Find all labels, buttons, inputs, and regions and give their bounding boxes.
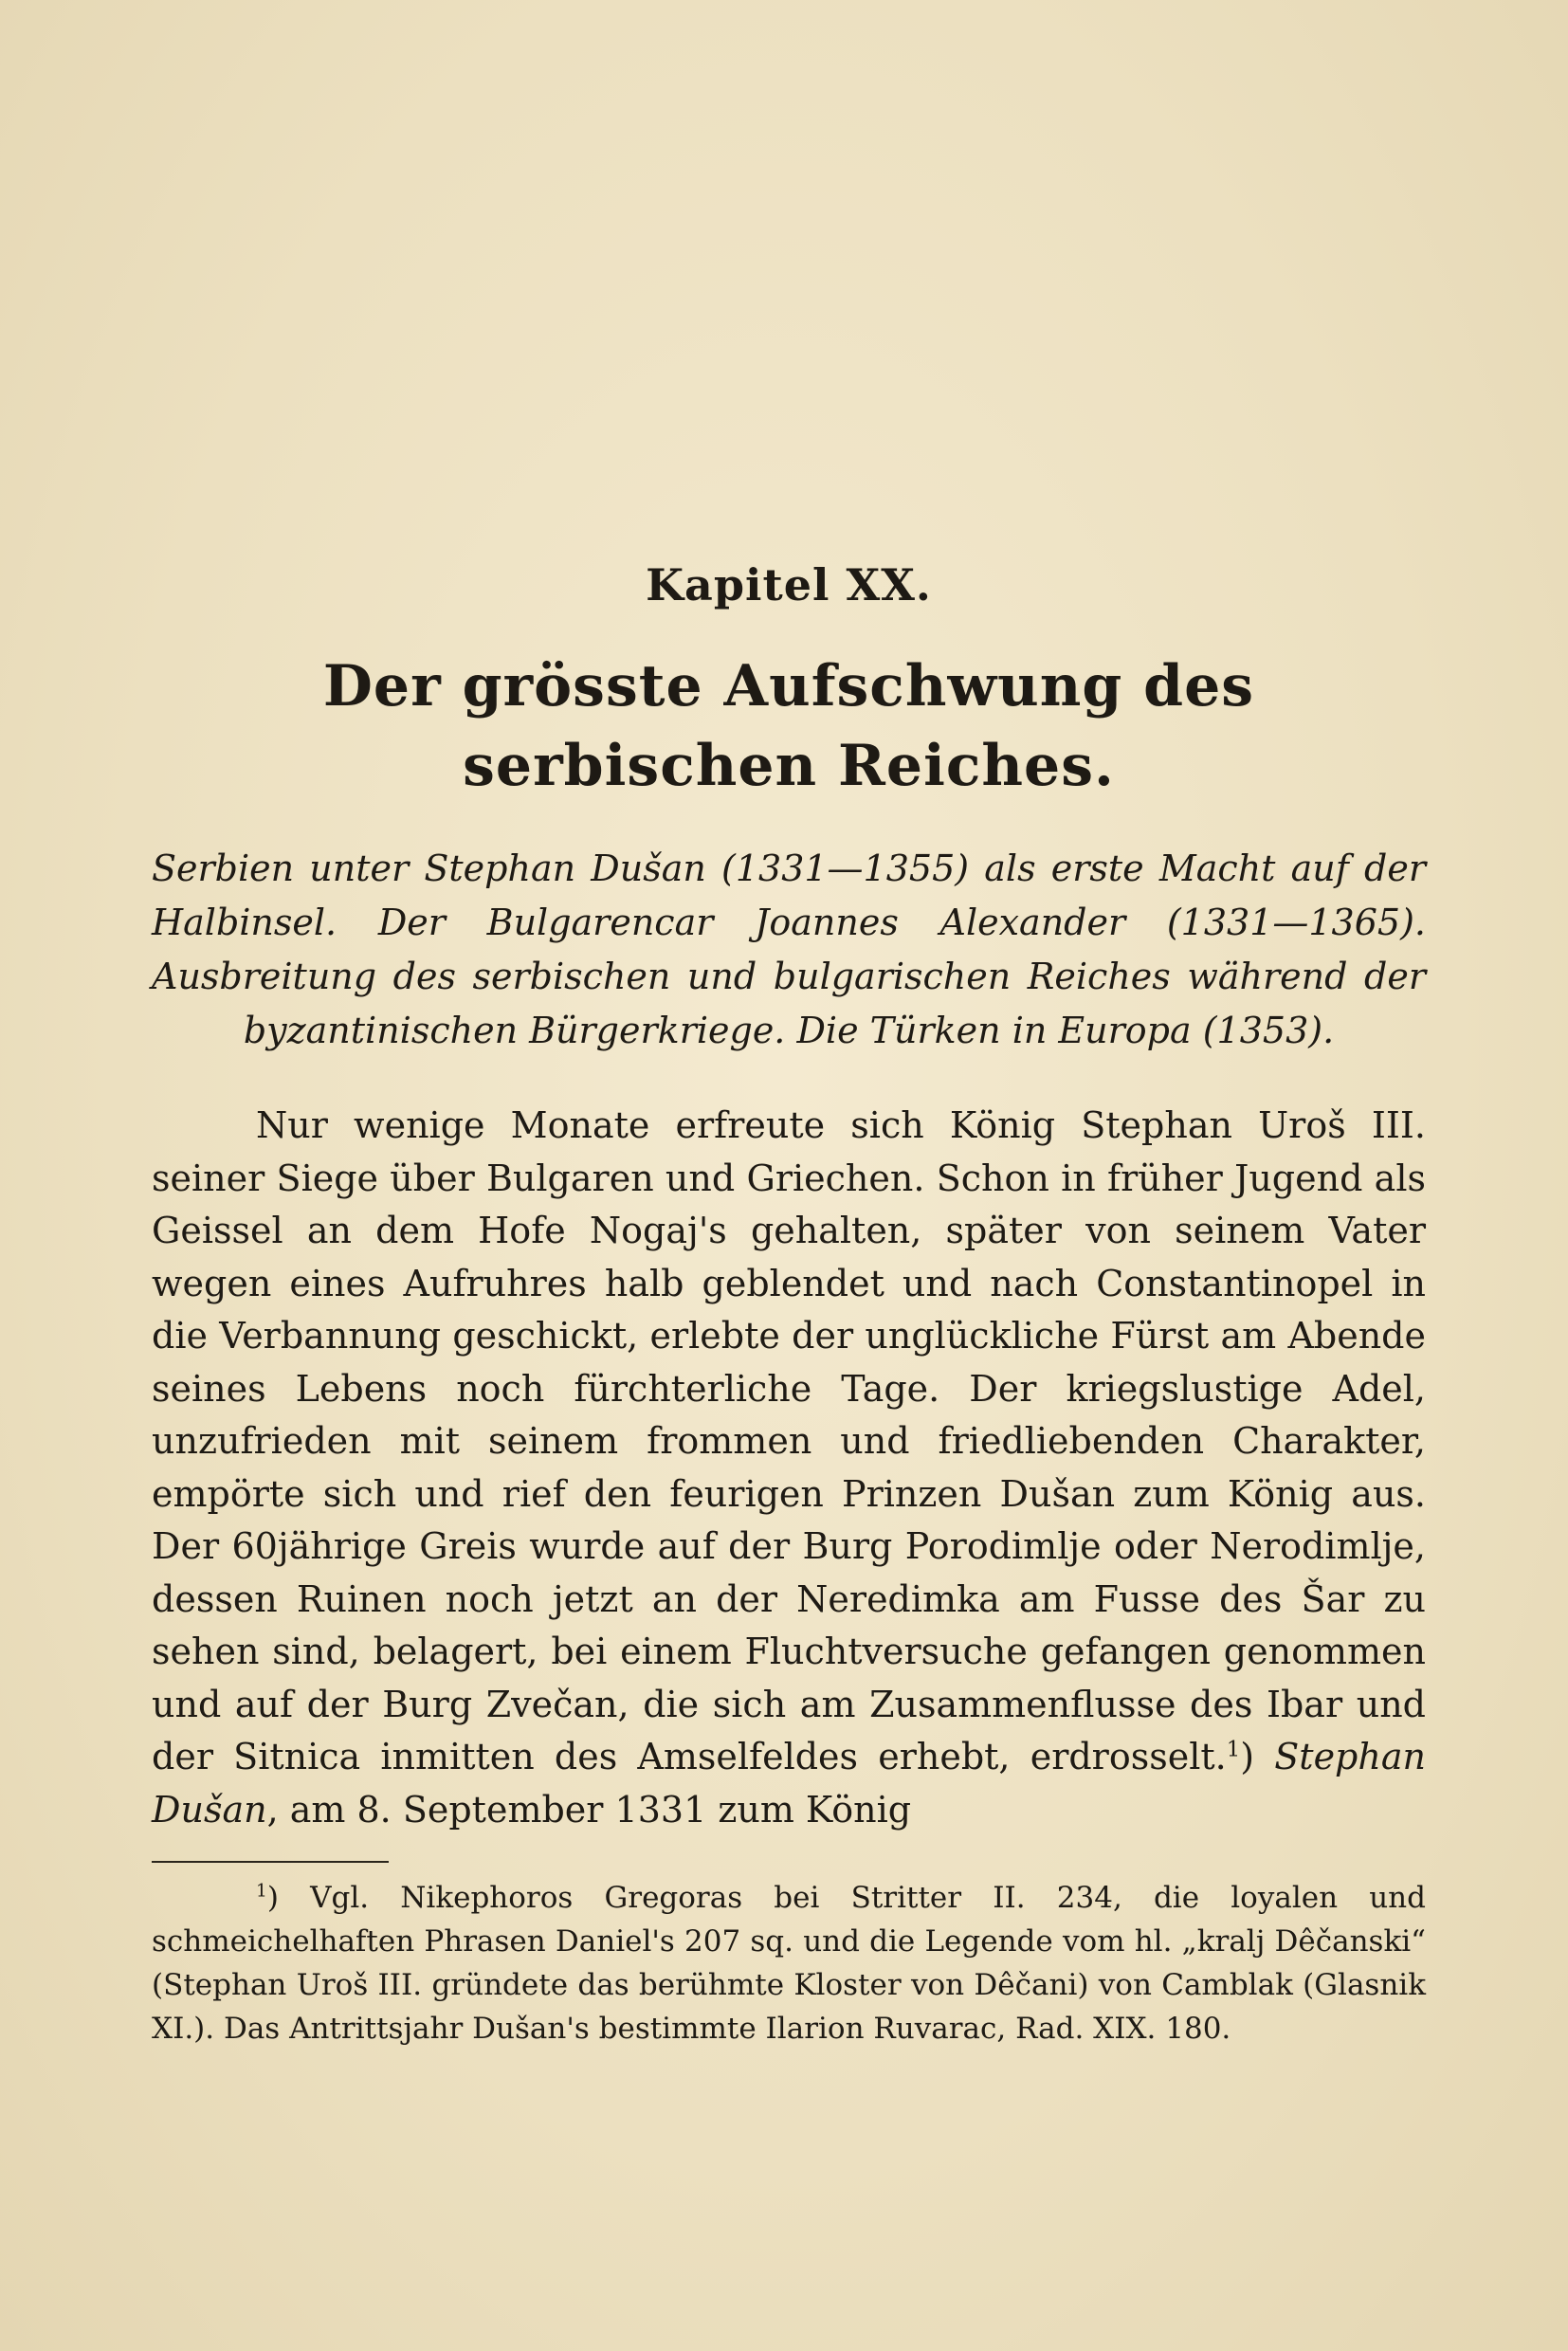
body-text-before-note: Nur wenige Monate erfreute sich König Stephan Uroš III. seiner Siege über Bulgaren und Griechen. Schon in früher Jugend als Geissel an dem Hofe Nogaj's gehalten, später von seinem Vater wegen eines Aufruhres halb geblendet und nach Constantinopel in die Verbannung geschickt, erlebte der unglückliche Fürst am Abende seines Lebens noch fürchterliche Tage. Der kriegslustige Adel, unzufrieden mit seinem frommen und friedliebenden Charakter, empörte sich und rief den feurigen Prinzen Dušan zum König aus. Der 60jährige Greis wurde auf der Burg Porodimlje oder Nerodimlje, dessen Ruinen noch jetzt an der Neredimka am Fusse des Šar zu sehen sind, belagert, bei einem Fluchtversuche gefangen genommen und auf der Burg Zvečan, die sich am Zusammenflusse des Ibar und der Sitnica inmitten des Amselfeldes erhebt, erdrosselt.: [152, 1104, 1426, 1777]
body-text-after-name: , am 8. September 1331 zum König: [266, 1788, 912, 1831]
chapter-title: Der grösste Aufschwung des serbischen Reiches.: [322, 653, 1255, 799]
footnote-number: 1: [256, 1881, 267, 1902]
footnote-reference-number: 1: [1226, 1737, 1241, 1762]
footnote-text: ) Vgl. Nikephoros Gregoras bei Stritter II. 234, die loyalen und schmeichelhaften Phrasen Daniel's 207 sq. und die Legende vom hl. „kralj Dêčanski“ (Stephan Uroš III. gründete das berühmte Kloster von Dêčani) von Camblak (Glasnik XI.). Das Antrittsjahr Dušan's bestimmte Ilarion Ruvarac, Rad. XIX. 180.: [152, 1881, 1426, 2046]
chapter-label: Kapitel XX.: [646, 559, 932, 611]
book-page: [152, 559, 1426, 2050]
footnote-divider: [152, 1861, 389, 1863]
footnote-reference: [1227, 1737, 1241, 1761]
footnote: [152, 1876, 1426, 2050]
italic-name: Stephan Dušan: [152, 1736, 1426, 1831]
body-paragraph: [152, 1100, 1426, 1836]
chapter-summary: Serbien unter Stephan Dušan (1331—1355) als erste Macht auf der Halbinsel. Der Bulgarencar Joannes Alexander (1331—1365). Ausbreitung des serbischen und bulgarischen Reiches während der byzantinischen Bürgerkriege. Die Türken in Europa (1353).: [152, 847, 1426, 1051]
footnote-reference-paren: ): [1240, 1736, 1255, 1777]
